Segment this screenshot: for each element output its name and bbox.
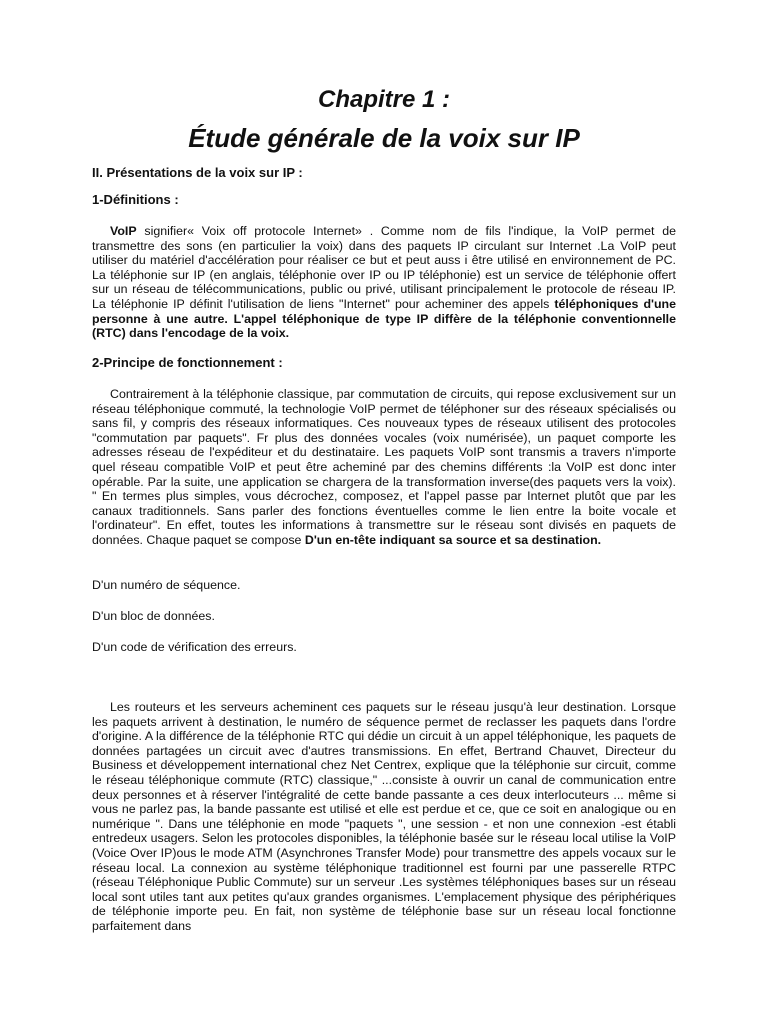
paragraph-principe-bold: D'un en-tête indiquant sa source et sa destination. xyxy=(304,532,602,547)
paragraph-definitions-bold: téléphoniques d'une personne à une autre. L'appel téléphonique de type IP diffère de la téléphonie conventionnelle (RTC) dans l'encodage de la voix. xyxy=(92,296,676,341)
paragraph-principe xyxy=(92,387,676,548)
subsection-heading-definitions: 1-Définitions : xyxy=(92,192,179,207)
paragraph-principe-text: Contrairement à la téléphonie classique, par commutation de circuits, qui repose exclusivement sur un réseau téléphonique commuté, la technologie VoIP permet de téléphoner sur des réseaux spécialisés ou sans fil, y compris des réseaux informatiques. Ces nouveaux types de réseaux utilisent des protocoles "commutation par paquets". Fr plus des données vocales (voix numérisée), un paquet comporte les adresses réseau de l'expéditeur et du destinataire. Les paquets VoIP sont transmis a travers n'importe quel réseau compatible VoIP et peut être acheminé par des chemins différents :la VoIP est donc inter opérable. Par la suite, une application se chargera de la transformation inverse(des paquets vers la voix). " En termes plus simples, vous décrochez, composez, et l'appel passe par Internet plutôt que par les canaux traditionnels. Sans parler des fonctions éventuelles comme le lien entre la boite vocale et l'ordinateur". En effet, toutes les informations à transmettre sur le réseau sont divisés en paquets de données. Chaque paquet se compose xyxy=(92,387,676,547)
chapter-title: Chapitre 1 : xyxy=(317,86,451,113)
paragraph-routeurs: Les routeurs et les serveurs acheminent ces paquets sur le réseau jusqu'à leur destination. Lorsque les paquets arrivent à destination, le numéro de séquence permet de reclasser les paquets dans l'ordre d'origine. A la différence de la téléphonie RTC qui dédie un circuit à un appel téléphonique, les paquets de données partagées un circuit avec d'autres transmissions. En effet, Bertrand Chauvet, Directeur du Business et développement international chez Net Centrex, explique que la téléphonie sur circuit, comme le réseau téléphonique commute (RTC) classique," ...consiste à ouvrir un canal de communication entre deux personnes et à réserver l'intégralité de cette bande passante a ces deux interlocuteurs ... même si vous ne parlez pas, la bande passante est utilisé et elle est perdue et ce, que ce soit en analogique ou en numérique ". Dans une téléphonie en mode "paquets ", une session - et non une connexion -est établi entredeux usagers. Selon les protocoles disponibles, la téléphonie basée sur le réseau local utilise la VoIP (Voice Over IP)ous le mode ATM (Asynchrones Transfer Mode) pour transmettre des appels vocaux sur le réseau local. La connexion au système téléphonique traditionnel est fourni par une passerelle RTPC (réseau Téléphonique Public Commute) sur un serveur .Les systèmes téléphoniques bases sur un réseau local sont utiles tant aux petites qu'aux grandes organismes. L'emplacement physique des périphériques de téléphonie importe peu. En fait, non système de téléphonie base sur un réseau local fonctionne parfaitement dans xyxy=(92,700,676,933)
section-heading: II. Présentations de la voix sur IP : xyxy=(92,165,303,180)
chapter-subtitle: Étude générale de la voix sur IP xyxy=(188,123,580,153)
paragraph-definitions xyxy=(92,224,676,341)
paragraph-definitions-text: signifier« Voix off protocole Internet» . Comme nom de fils l'indique, la VoIP permet de transmettre des sons (en particulier la voix) dans des paquets IP circulant sur Internet .La VoIP peut utiliser du matériel d'accélération pour réaliser ce but et peut auss i être utilisé en environnement de PC. La téléphonie sur IP (en anglais, téléphonie over IP ou IP téléphonie) est un service de téléphonie offert sur un réseau de télécommunications, public ou privé, utilisant principalement le protocole de réseau IP. La téléphonie IP définit l'utilisation de liens "Internet" pour acheminer des appels xyxy=(92,224,676,311)
subsection-heading-principe: 2-Principe de fonctionnement : xyxy=(92,355,283,370)
list-item-data-block: D'un bloc de données. xyxy=(92,609,215,623)
paragraph-lead-voip: VoIP xyxy=(110,224,137,238)
list-item-sequence: D'un numéro de séquence. xyxy=(92,578,241,592)
list-item-error-code: D'un code de vérification des erreurs. xyxy=(92,640,297,654)
